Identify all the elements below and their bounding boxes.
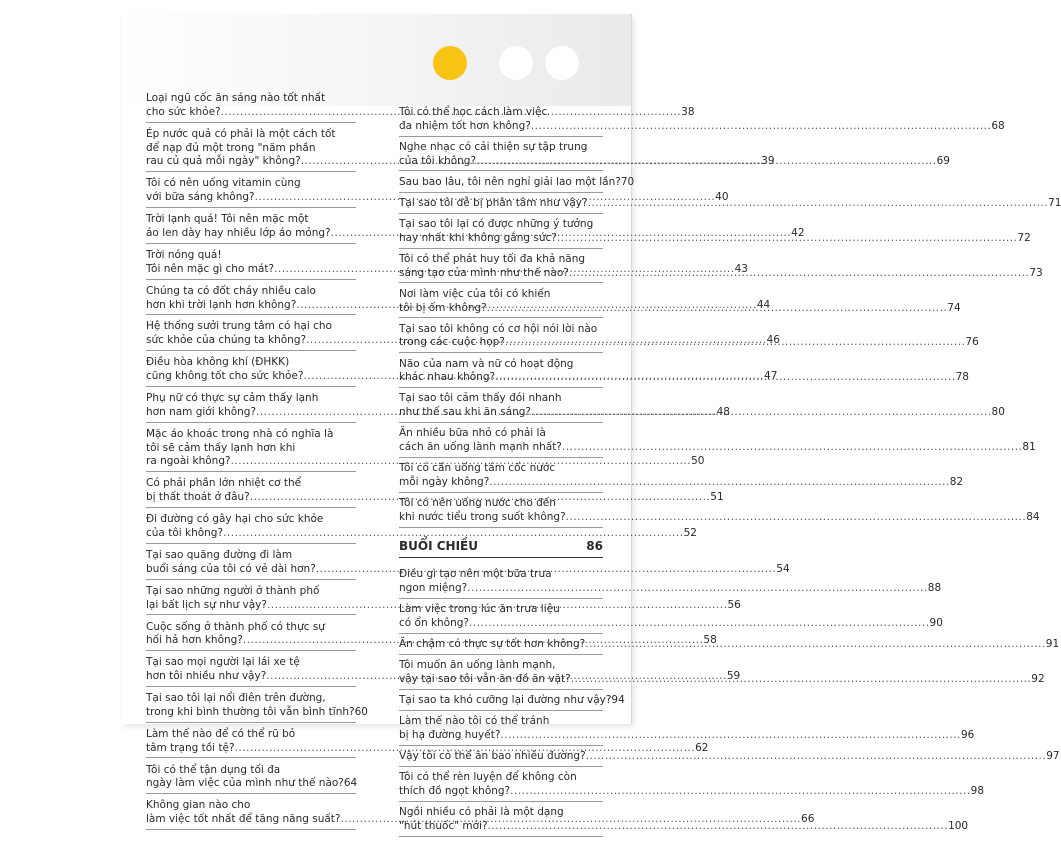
toc-entry-line: Tại sao những người ở thành phố — [146, 584, 320, 597]
toc-entry-last-line — [399, 820, 969, 834]
toc-entry-last-line — [399, 441, 1036, 455]
section-heading — [399, 534, 603, 559]
dot-leader — [488, 820, 949, 834]
toc-page-number: 90 — [929, 617, 943, 630]
toc-page-number: 92 — [1031, 673, 1045, 686]
dot-leader — [467, 582, 928, 596]
toc-entry-line: trong khi bình thường tôi vẫn bình tĩnh? — [146, 705, 355, 718]
section-title: BUỔI CHIỀU — [399, 538, 478, 553]
toc-entry-line: "hút thuốc" mới? — [399, 820, 488, 833]
dot-leader — [489, 476, 950, 490]
toc-page-number: 69 — [936, 154, 950, 167]
toc-entry-line: tôi sẽ cảm thấy lạnh hơn khi — [146, 441, 296, 454]
toc-entry-line: Vậy tôi có thể ăn bao nhiêu đường? — [399, 750, 586, 763]
toc-page-number: 51 — [710, 491, 724, 504]
toc-entry-last-line — [399, 785, 985, 799]
toc-page-number: 48 — [716, 405, 730, 418]
toc-page-number: 50 — [691, 455, 705, 468]
toc-page-number: 100 — [948, 820, 969, 833]
toc-entry-line: áo len dày hay nhiều lớp áo mỏng? — [146, 226, 331, 239]
toc-page-number: 88 — [927, 582, 942, 595]
toc-page-number: 97 — [1046, 750, 1060, 763]
dot-leader — [566, 511, 1027, 525]
toc-page-number: 43 — [734, 262, 748, 275]
toc-page-number: 42 — [791, 226, 805, 239]
toc-entry-line: Không gian nào cho — [146, 799, 251, 812]
toc-page-number: 58 — [703, 634, 717, 647]
toc-page-number: 84 — [1026, 510, 1040, 523]
toc-entry — [399, 715, 975, 746]
toc-entry-line: Loại ngũ cốc ăn sáng nào tốt nhất — [146, 92, 326, 104]
toc-entry-last-line — [399, 119, 1005, 134]
toc-entry-last-line — [399, 476, 964, 490]
toc-page-number: 56 — [727, 598, 741, 611]
toc-entry-line: cho sức khỏe? — [146, 105, 221, 118]
toc-entry-line: hơn nam giới không? — [146, 405, 257, 418]
dot-leader — [500, 729, 961, 743]
dot-leader — [476, 155, 937, 169]
toc-entry-last-line — [399, 175, 635, 190]
toc-entry-line: Điều gì tạo nên một bữa trưa — [399, 568, 552, 581]
dot-leader — [487, 302, 948, 316]
dot-leader — [531, 120, 992, 134]
toc-entry-last-line — [399, 617, 943, 631]
dot-leader — [469, 617, 930, 631]
toc-entry — [399, 750, 1060, 767]
toc-page-number: 94 — [611, 694, 625, 707]
toc-entry — [399, 175, 635, 193]
toc-entry-line: rau củ quả mỗi ngày" không? — [146, 155, 301, 168]
toc-page-number: 82 — [949, 476, 964, 488]
toc-entry-line: bị hạ đường huyết? — [399, 729, 501, 742]
dot-leader — [569, 267, 1030, 281]
toc-entry-line: Ngồi nhiều có phải là một dạng — [399, 806, 564, 819]
toc-entry-line: khi nước tiểu trong suốt không? — [399, 510, 566, 523]
toc-entry-line: Sau bao lâu, tôi nên nghỉ giải lao một lần? — [399, 175, 621, 188]
toc-page-number: 81 — [1022, 441, 1036, 454]
toc-page-number: 71 — [1048, 196, 1061, 209]
toc-entry-line: có ổn không? — [399, 617, 470, 630]
toc-entry-line: Tại sao tôi lại có được những ý tưởng — [399, 217, 594, 230]
toc-entry — [399, 771, 985, 802]
toc-entry-line: Ăn nhiều bữa nhỏ có phải là — [399, 427, 546, 440]
toc-page-number: 91 — [1045, 638, 1060, 651]
toc-entry-line: buổi sáng của tôi có vẻ dài hơn? — [146, 562, 316, 575]
toc-entry-line: Mặc áo khoác trong nhà có nghĩa là — [146, 427, 334, 440]
toc-entry-line: Hệ thống sưởi trung tâm có hại cho — [146, 320, 332, 333]
toc-entry-line: bị thất thoát ở đâu? — [146, 491, 250, 504]
toc-entry-line: để nạp đủ một trong "năm phần — [146, 141, 316, 154]
toc-entry-line: với bữa sáng không? — [146, 191, 255, 204]
toc-page-number: 98 — [970, 785, 985, 798]
toc-entry-line: Tôi nên mặc gì cho mát? — [146, 262, 275, 275]
toc-entry-line: của tôi không? — [146, 526, 224, 539]
toc-entry-last-line — [399, 582, 942, 596]
toc-entry-last-line — [146, 777, 356, 791]
toc-entry — [399, 427, 1036, 458]
toc-page-number: 68 — [991, 119, 1005, 132]
toc-entry-line: Cuộc sống ở thành phố có thực sự — [146, 620, 325, 633]
toc-entry-line: sáng tạo của mình như thế nào? — [399, 266, 569, 279]
toc-entry-line: Làm việc trong lúc ăn trưa liệu — [399, 603, 560, 616]
dot-leader — [505, 336, 966, 350]
toc-page-number: 52 — [683, 526, 697, 539]
dot-leader — [510, 785, 971, 799]
toc-entry-line: sức khỏe của chúng ta không? — [146, 334, 307, 347]
toc-page-number: 62 — [695, 741, 709, 754]
toc-entry-last-line — [399, 694, 625, 708]
toc-entry-line: ra ngoài không? — [146, 455, 231, 468]
toc-entry-line: Tôi có thể tận dụng tối đa — [146, 763, 281, 776]
toc-entry-line: hay nhất khi không gắng sức? — [399, 231, 557, 244]
toc-entry-line: Nơi làm việc của tôi có khiến — [399, 287, 551, 300]
toc-page-number: 60 — [354, 705, 368, 718]
dot-leader — [557, 232, 1018, 246]
toc-entry-line: Ép nước quả có phải là một cách tốt — [146, 127, 336, 140]
toc-entry-line: của tôi không? — [399, 154, 477, 167]
toc-entry-line: như thế sau khi ăn sáng? — [399, 406, 531, 419]
toc-entry-line: trong các cuộc họp? — [399, 336, 505, 349]
toc-entry-line: Tôi muốn ăn uống lành mạnh, — [399, 659, 556, 672]
toc-entry-line: cách ăn uống lành mạnh nhất? — [399, 441, 562, 454]
toc-entry-line: Tôi có cần uống tám cốc nước — [399, 462, 556, 475]
toc-entry-line: Tôi có thể rèn luyện để không còn — [399, 771, 577, 784]
toc-entry-line: khác nhau không? — [399, 371, 496, 384]
toc-entry-line: ngon miệng? — [399, 582, 468, 595]
toc-entry-line: Tại sao quãng đường đi làm — [146, 548, 293, 561]
dot-leader — [586, 750, 1047, 764]
toc-page-number: 38 — [681, 105, 695, 118]
toc-entry-line: hối hả hơn không? — [146, 634, 243, 647]
dot-leader — [495, 371, 956, 385]
toc-entry-line: Đi đường có gây hại cho sức khỏe — [146, 513, 324, 526]
white-circle-icon — [499, 46, 533, 80]
toc-entry-last-line — [146, 741, 709, 756]
toc-entry-line: lại bất lịch sự như vậy? — [146, 598, 267, 611]
toc-entry-line: cũng không tốt cho sức khỏe? — [146, 370, 304, 383]
section-page: 86 — [586, 538, 603, 553]
toc-page-number: 78 — [955, 371, 969, 384]
toc-page-number: 80 — [991, 406, 1005, 419]
toc-entry-last-line — [399, 510, 1040, 525]
toc-entry-line: Tại sao ta khó cưỡng lại đường như vậy? — [399, 694, 612, 707]
toc-entry-line: Làm thế nào để có thể rũ bỏ — [146, 727, 296, 740]
toc-entry-line: tôi bị ốm không? — [399, 301, 487, 314]
toc-entry — [399, 694, 625, 711]
toc-entry-line: tâm trạng tồi tệ? — [146, 741, 235, 754]
toc-page-number: 39 — [761, 155, 775, 168]
toc-page-number: 46 — [766, 334, 780, 347]
toc-entry-line: Tôi có nên uống nước cho đến — [399, 497, 556, 510]
toc-entry-line: mỗi ngày không? — [399, 476, 490, 488]
toc-entry-line: hơn tôi nhiều như vậy? — [146, 670, 267, 683]
toc-page-number: 64 — [343, 777, 358, 790]
toc-page-number: 47 — [764, 370, 778, 383]
toc-page-number: 96 — [960, 729, 975, 742]
toc-entry-line: Tại sao tôi dễ bị phân tâm như vậy? — [399, 196, 588, 209]
toc-entry-line: ngày làm việc của mình như thế nào? — [146, 777, 344, 790]
toc-entry-line: Làm thế nào tôi có thể tránh — [399, 715, 550, 728]
toc-entry — [146, 692, 368, 723]
book-page — [122, 14, 1061, 833]
toc-entry-line: Tôi có thể phát huy tối đa khả năng — [399, 252, 586, 265]
toc-page-number: 76 — [965, 336, 979, 349]
toc-entry-line: Nghe nhạc có cải thiện sự tập trung — [399, 140, 588, 153]
dot-leader — [571, 673, 1032, 687]
dot-leader — [585, 638, 1046, 652]
toc-entry-line: Tại sao mọi người lại lái xe tệ — [146, 656, 300, 669]
toc-entry-line: Tôi có nên uống vitamin cùng — [146, 177, 301, 190]
white-circle-icon — [545, 46, 579, 80]
toc-page-number: 54 — [776, 562, 790, 575]
toc-page-number: 44 — [756, 298, 771, 311]
toc-entry-last-line — [146, 705, 368, 720]
toc-entry-line: Trời lạnh quá! Tôi nên mặc một — [146, 213, 309, 226]
toc-entry-line: Có phải phần lớn nhiệt cơ thể — [146, 477, 302, 490]
toc-entry-line: Chúng ta có đốt cháy nhiều calo — [146, 284, 316, 297]
yellow-circle-icon — [433, 46, 467, 80]
toc-entry-line: thích đồ ngọt không? — [399, 785, 511, 798]
toc-entry-line: Tôi có thể học cách làm việc — [399, 106, 548, 118]
toc-entry-line: Não của nam và nữ có hoạt động — [399, 357, 574, 370]
toc-entry-line: làm việc tốt nhất để tăng năng suất? — [146, 813, 341, 826]
toc-entry — [146, 764, 356, 795]
toc-entry-line: Điều hòa không khí (ĐHKK) — [146, 356, 290, 369]
dot-leader — [588, 197, 1049, 211]
toc-entry-line: Tại sao tôi không có cơ hội nói lời nào — [399, 322, 598, 335]
toc-entry-line: Phụ nữ có thực sự cảm thấy lạnh — [146, 392, 319, 405]
toc-entry-last-line — [399, 729, 975, 743]
toc-entry-last-line — [146, 526, 697, 541]
toc-entry — [399, 462, 964, 493]
toc-entry-last-line — [399, 750, 1060, 764]
toc-page-number: 40 — [715, 191, 729, 204]
toc-page-number: 66 — [801, 813, 815, 826]
toc-page-number: 74 — [947, 301, 961, 314]
dot-leader — [562, 441, 1023, 455]
toc-page-number: 72 — [1017, 231, 1031, 244]
toc-entry-line: Tại sao tôi lại nổi điên trên đường, — [146, 692, 326, 705]
toc-page-number: 70 — [620, 175, 635, 188]
toc-entry-line: Trời nóng quá! — [146, 248, 222, 261]
dot-leader — [531, 406, 992, 420]
toc-entry-line: Ăn chậm có thực sự tốt hơn không? — [399, 638, 586, 651]
toc-entry-line: đa nhiệm tốt hơn không? — [399, 119, 531, 132]
toc-entry-line: Tại sao tôi cảm thấy đói nhanh — [399, 392, 562, 405]
toc-entry-line: vậy tại sao tôi vẫn ăn đồ ăn vặt? — [399, 673, 571, 686]
toc-page-number: 59 — [726, 670, 741, 683]
toc-entry-line: hơn khi trời lạnh hơn không? — [146, 298, 297, 311]
toc-page-number: 73 — [1029, 266, 1043, 279]
